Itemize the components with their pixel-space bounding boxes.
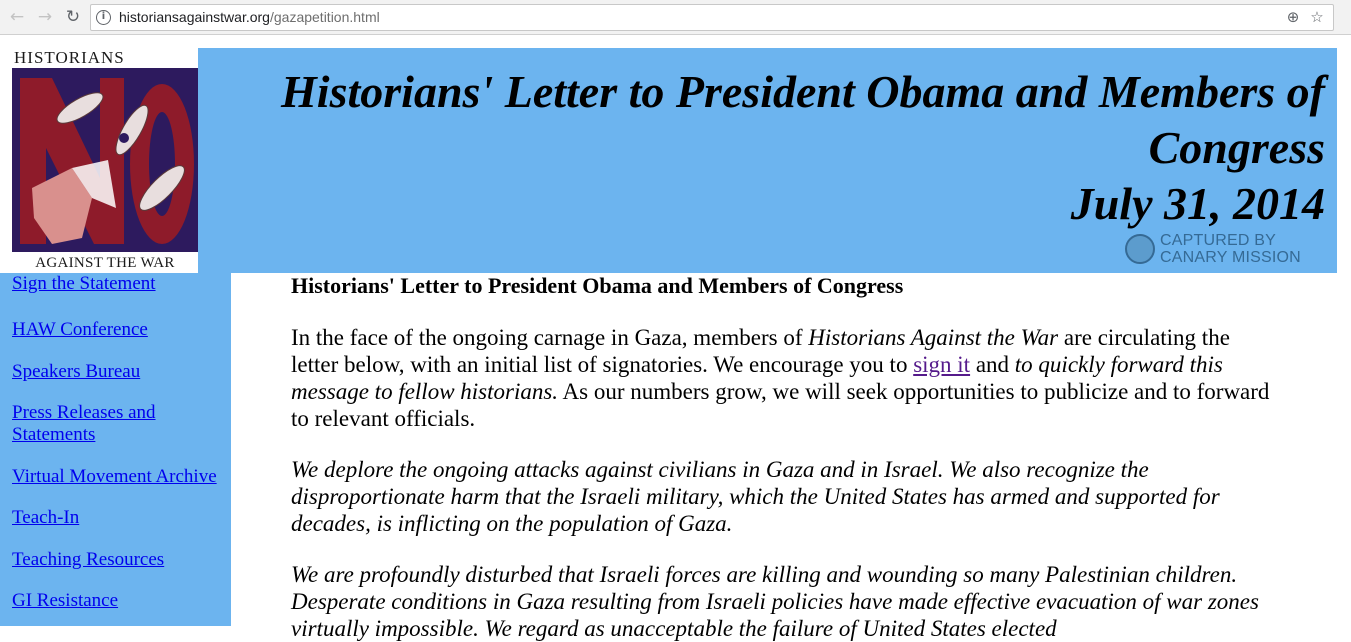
intro-text-3: are circulating the letter below, with an initial list of signatories. We encourage you to (291, 325, 1230, 377)
title-line-2: Congress (1148, 122, 1325, 173)
intro-paragraph (291, 324, 1281, 432)
sidebar-item-virtual-movement-archive[interactable]: Virtual Movement Archive (12, 466, 217, 487)
back-arrow-icon[interactable]: ← (9, 7, 25, 27)
reload-icon[interactable]: ↻ (65, 7, 81, 27)
url-domain: historiansagainstwar.org (119, 9, 270, 25)
browser-toolbar (0, 0, 1351, 35)
sidebar-item-sign-statement[interactable]: Sign the Statement (12, 273, 156, 294)
intro-forward-note: to quickly forward this message to fellow historians. (291, 352, 1223, 404)
canary-bird-icon (1125, 234, 1155, 264)
intro-text-4: and (970, 352, 1015, 377)
bookmark-star-icon[interactable]: ☆ (1310, 8, 1324, 26)
url-text[interactable] (119, 9, 380, 25)
sidebar-item-teach-in[interactable]: Teach-In (12, 507, 80, 528)
watermark-line-2: CANARY MISSION (1160, 249, 1301, 266)
forward-arrow-icon[interactable]: → (37, 7, 53, 27)
sidebar-item-press-releases-line2[interactable]: Statements (12, 424, 96, 445)
sign-it-link[interactable]: sign it (913, 352, 971, 377)
title-date: July 31, 2014 (1070, 178, 1325, 229)
sidebar-item-speakers-bureau[interactable]: Speakers Bureau (12, 361, 141, 382)
sidebar-item-press-releases[interactable]: Press Releases and (12, 402, 156, 423)
page-header (198, 48, 1337, 273)
title-line-1: Historians' Letter to President Obama and Members of (281, 66, 1325, 117)
intro-text-6: As our numbers grow, we will seek opportunities to publicize and to forward to relevant officials. (291, 379, 1270, 431)
sidebar-nav (0, 273, 231, 626)
logo-bottom-text: AGAINST THE WAR (35, 255, 175, 271)
logo-no-bombs-icon (12, 68, 198, 252)
watermark-text (1160, 232, 1301, 266)
zoom-icon[interactable]: ⊕ (1286, 8, 1300, 26)
page-title (205, 64, 1325, 232)
info-icon[interactable]: i (96, 10, 111, 25)
intro-org-name: Historians Against the War (808, 325, 1059, 350)
canary-mission-watermark (1125, 232, 1325, 268)
site-logo[interactable] (12, 48, 198, 272)
sidebar-item-haw-conference[interactable]: HAW Conference (12, 319, 148, 340)
sidebar-item-gi-resistance[interactable]: GI Resistance (12, 590, 119, 611)
logo-top-text: HISTORIANS (14, 48, 125, 67)
intro-text-1: In the face of the ongoing carnage in Gaza, members of (291, 325, 809, 350)
url-path: /gazapetition.html (269, 9, 380, 25)
sidebar-item-teaching-resources[interactable]: Teaching Resources (12, 549, 165, 570)
letter-heading: Historians' Letter to President Obama and Members of Congress (291, 273, 904, 298)
watermark-line-1: CAPTURED BY (1160, 232, 1276, 249)
letter-paragraph-1: We deplore the ongoing attacks against civilians in Gaza and in Israel. We also recognize the disproportionate harm that the Israeli military, which the United States has armed and supported for decades, is inflicting on the population of Gaza. (291, 457, 1220, 536)
address-bar[interactable] (90, 4, 1334, 31)
letter-paragraph-2: We are profoundly disturbed that Israeli forces are killing and wounding so many Palestinian children. Desperate conditions in Gaza resulting from Israeli policies have made effective evacuation of war zones virtually impossible. We regard as unacceptable the failure of United States elected (291, 562, 1259, 641)
